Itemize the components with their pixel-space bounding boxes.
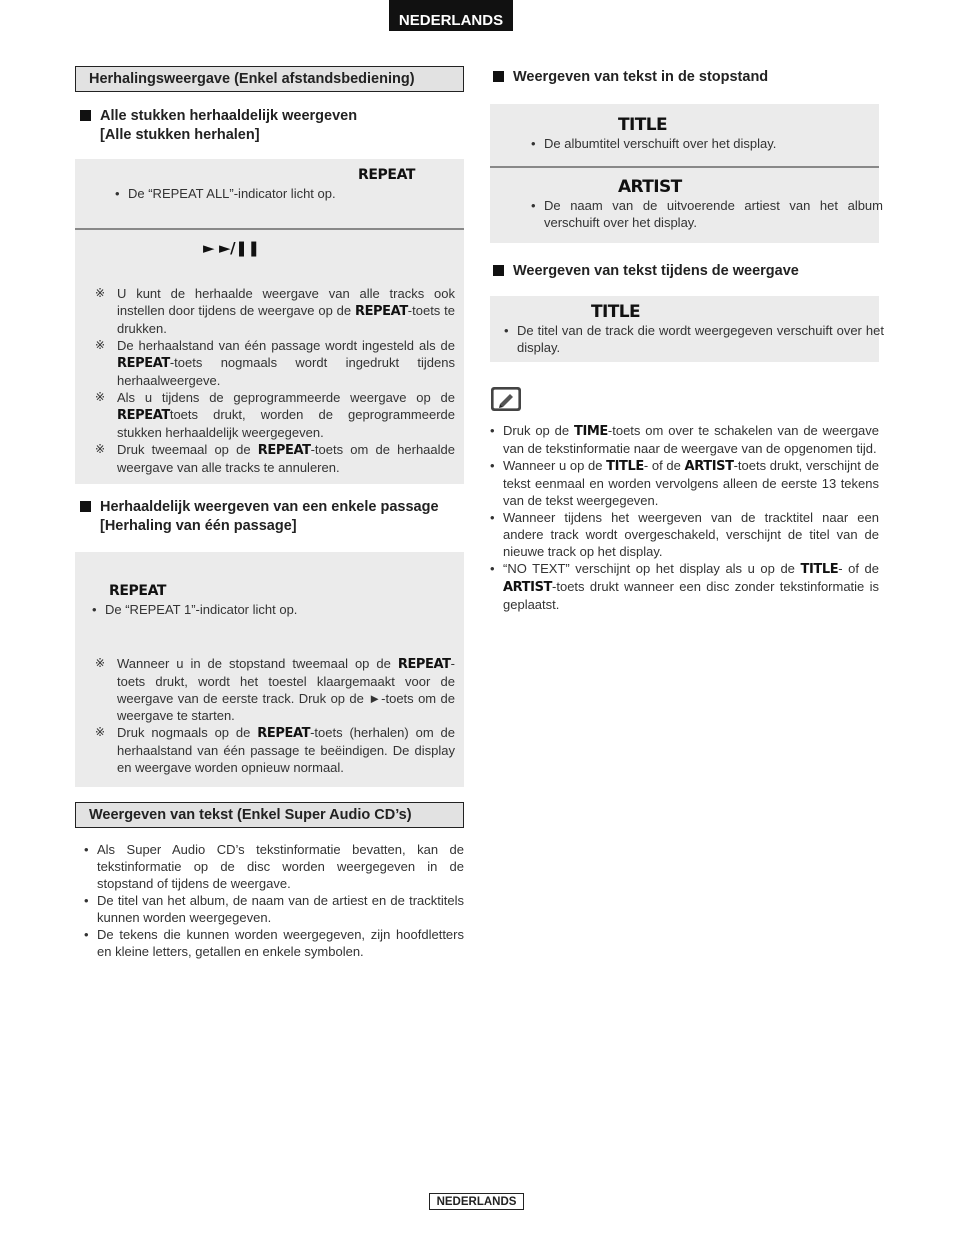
subheading-stop-text: Weergeven van tekst in de stopstand [493, 68, 879, 87]
text-info-list [84, 841, 464, 960]
play-pause-key-label: ► ►/❚❚ [203, 239, 260, 257]
subheading-repeat-all: Alle stukken herhaaldelijk weergeven [Alle stukken herhalen] [80, 107, 460, 145]
note-item: ※ Druk nogmaals op de REPEAT-toets (herhalen) om de herhaalstand van één passage te beëindigen. De display en weergave worden opnieuw normaal. [95, 725, 455, 775]
square-bullet-icon [493, 71, 504, 82]
note-item: ※ Druk tweemaal op de REPEAT-toets om de herhaalde weergave van alle tracks te annuleren. [95, 442, 455, 475]
subheading-playback-text: Weergeven van tekst tijdens de weergave [493, 262, 879, 281]
artist-key-label: ARTIST [618, 177, 682, 197]
note-item: ※ U kunt de herhaalde weergave van alle tracks ook instellen door tijdens de weergave op de REPEAT-toets te drukken. [95, 286, 455, 336]
note-item: ※ Wanneer u in de stopstand tweemaal op de REPEAT-toets drukt, wordt het toestel klaargemaakt voor de weergave van de eerste track. Druk op de ►-toets om de weergave te starten. [95, 656, 455, 723]
square-bullet-icon [493, 265, 504, 276]
title-box [490, 104, 879, 166]
list-item: • Als Super Audio CD’s tekstinformatie bevatten, kan de tekstinformatie op de disc worden weergegeven in de stopstand of tijdens de weergave. [84, 842, 464, 891]
square-bullet-icon [80, 110, 91, 121]
language-tab: NEDERLANDS [389, 0, 513, 31]
footer-language-label: NEDERLANDS [429, 1193, 524, 1210]
list-item: • “NO TEXT” verschijnt op het display als u op de TITLE- of de ARTIST-toets drukt wanneer een disc zonder tekstinformatie is geplaatst. [490, 561, 879, 612]
list-item: • Wanneer u op de TITLE- of de ARTIST-toets drukt, verschijnt de tekst eenmaal en worden vervolgens alleen de eerste 13 tekens van de tekst weergegeven. [490, 458, 879, 508]
square-bullet-icon [80, 501, 91, 512]
list-item: • De tekens die kunnen worden weergegeven, zijn hoofdletters en kleine letters, getallen en enkele symbolen. [84, 927, 464, 959]
step-box-1 [75, 159, 464, 228]
memo-list [490, 422, 879, 613]
section-title-text-display: Weergeven van tekst (Enkel Super Audio CD’s) [75, 802, 464, 828]
section-title-repeat: Herhalingsweergave (Enkel afstandsbediening) [75, 66, 464, 92]
note-item: ※ Als u tijdens de geprogrammeerde weergave op de REPEATtoets drukt, worden de geprogrammeerde stukken herhaaldelijk weergegeven. [95, 390, 455, 440]
step-bullet: • De “REPEAT ALL”-indicator licht op. [115, 186, 336, 201]
step-bullet: • De albumtitel verschuift over het display. [531, 136, 777, 151]
title-key-label: TITLE [591, 302, 640, 322]
step-bullet: • De “REPEAT 1”-indicator licht op. [92, 602, 298, 617]
repeat-key-label: REPEAT [358, 167, 416, 183]
step-box-2 [75, 230, 464, 484]
pencil-memo-icon [491, 387, 521, 411]
note-item: ※ De herhaalstand van één passage wordt ingesteld als de REPEAT-toets nogmaals wordt ingedrukt tijdens herhaalweergeve. [95, 338, 455, 388]
title-box-playback [490, 296, 884, 362]
title-key-label: TITLE [618, 115, 667, 135]
step-bullet: • De titel van de track die wordt weergegeven verschuift over het display. [504, 323, 884, 355]
list-item: • De titel van het album, de naam van de artiest en de tracktitels kunnen worden weergegeven. [84, 893, 464, 925]
list-item: • Wanneer tijdens het weergeven van de tracktitel naar een andere track wordt overgeschakeld, verschijnt de titel van de nieuwe track op het display. [490, 510, 879, 559]
step-bullet: • De naam van de uitvoerende artiest van het album verschuift over het display. [531, 198, 883, 230]
notes-list [95, 285, 455, 476]
artist-box [490, 168, 883, 243]
notes-list [95, 655, 455, 776]
list-item: • Druk op de TIME-toets om over te schakelen van de weergave van de tekstinformatie naar de weergave van de opgenomen tijd. [490, 423, 880, 456]
subheading-repeat-one: Herhaaldelijk weergeven van een enkele passage [Herhaling van één passage] [80, 498, 464, 536]
step-box-3 [75, 552, 464, 787]
repeat-key-label: REPEAT [109, 583, 167, 599]
